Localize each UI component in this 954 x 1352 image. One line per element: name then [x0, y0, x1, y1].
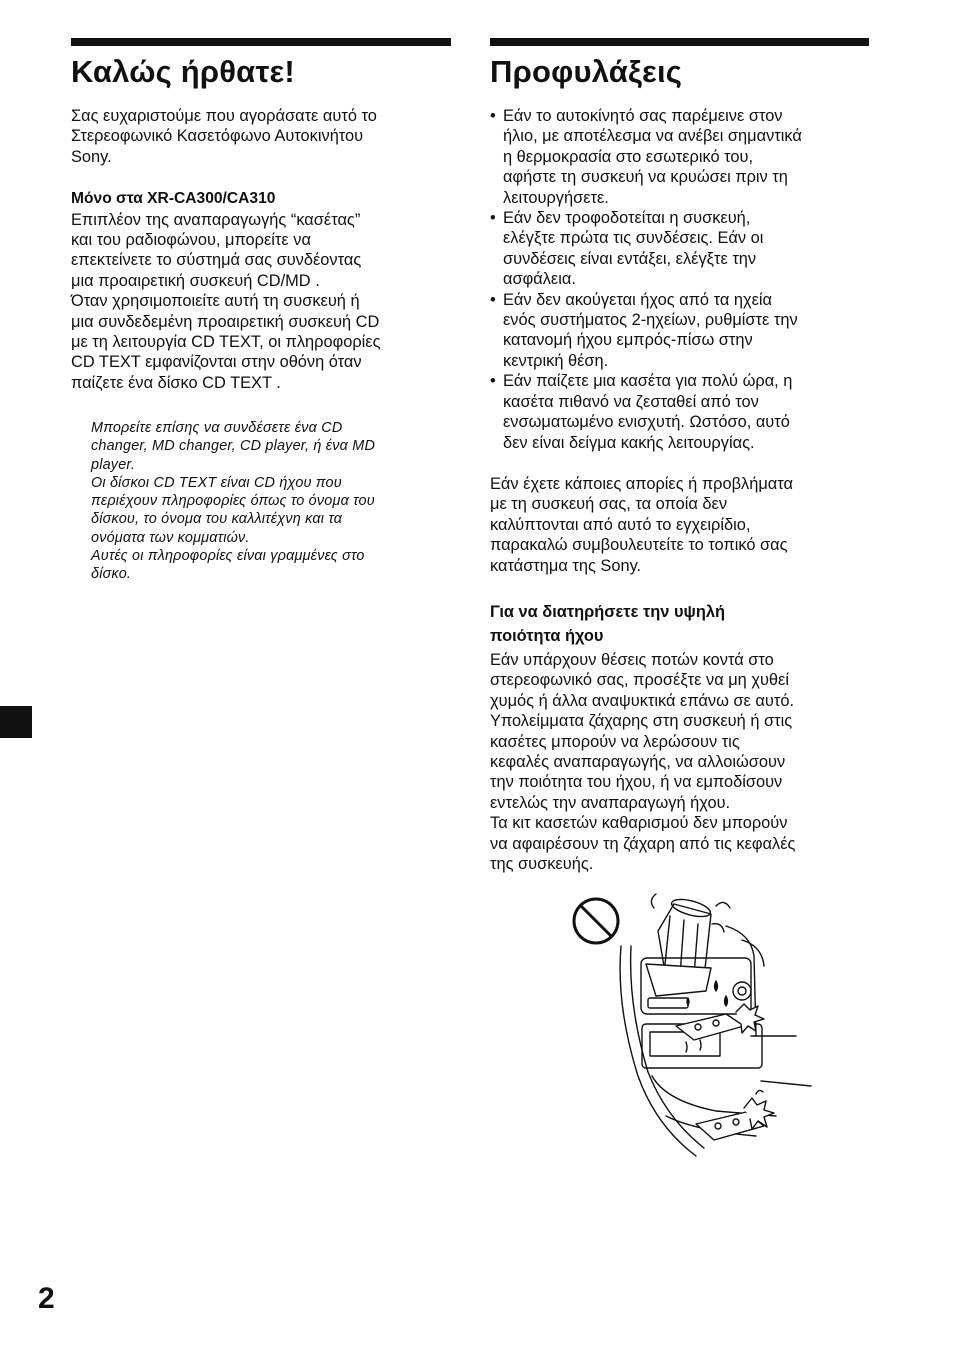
quality-paragraph	[490, 650, 869, 874]
precaution-line: ενός συστήματος 2-ηχείων, ρυθμίστε την	[503, 311, 798, 330]
quality-line: στερεοφωνικό σας, προσέξτε να μη χυθεί	[490, 671, 789, 690]
precaution-line: κατανομή ήχου εμπρός-πίσω στην	[503, 331, 753, 350]
precaution-line: ήλιο, με αποτέλεσμα να ανέβει σημαντικά	[503, 127, 802, 146]
section-rule	[71, 38, 451, 46]
quality-heading-line: Για να διατηρήσετε την υψηλή	[490, 602, 725, 621]
footnote-line: περιέχουν πληροφορίες όπως το όνομα του	[91, 493, 375, 510]
bullet-dot: •	[490, 107, 496, 125]
intro-line: Σας ευχαριστούμε που αγοράσατε αυτό το	[71, 107, 377, 125]
models-line: επεκτείνετε το σύστημά σας συνδέοντας	[71, 251, 362, 270]
quality-line: χυμός ή άλλα αναψυκτικά επάνω σε αυτό.	[490, 691, 794, 710]
quality-heading-line: ποιότητα ήχου	[490, 626, 604, 645]
precaution-line: ενσωματωμένο ενισχυτή. Ωστόσο, αυτό	[503, 413, 790, 432]
welcome-section	[71, 38, 451, 583]
precaution-line: Εάν παίζετε μια κασέτα για πολύ ώρα, η	[503, 372, 793, 391]
precaution-item	[490, 290, 869, 372]
precaution-item	[490, 371, 869, 453]
problems-line: με τη συσκευή σας, τα οποία δεν	[490, 495, 728, 514]
footnote-line: player.	[91, 456, 136, 473]
quality-line: να αφαιρέσουν τη ζάχαρη από τις κεφαλές	[490, 834, 796, 853]
footnote-line: ονόματα των κομματιών.	[91, 529, 250, 546]
problems-line: καλύπτονται από αυτό το εγχειρίδιο,	[490, 515, 751, 534]
bullet-dot: •	[490, 372, 496, 391]
welcome-intro	[71, 106, 451, 167]
footnote-line: changer, MD changer, CD player, ή ένα MD	[91, 438, 376, 455]
precaution-line: Εάν δεν ακούγεται ήχος από τα ηχεία	[503, 290, 773, 309]
precautions-list	[490, 106, 869, 453]
models-block	[71, 189, 451, 393]
intro-line: Sony.	[71, 147, 112, 166]
footnotes	[91, 419, 451, 583]
intro-line: Στερεοφωνικό Κασετόφωνο Αυτοκινήτου	[71, 127, 364, 146]
models-line: Όταν χρησιμοποιείτε αυτή τη συσκευή ή	[71, 292, 360, 311]
models-line: παίζετε ένα δίσκο CD TEXT .	[71, 373, 281, 392]
prohibition-icon	[574, 899, 618, 943]
precaution-line: κασέτα πιθανό να ζεσταθεί από τον	[503, 392, 759, 411]
footnote-line: Αυτές οι πληροφορίες είναι γραμμένες στο	[91, 547, 365, 564]
models-line: Επιπλέον της αναπαραγωγής “κασέτας”	[71, 210, 361, 229]
problems-line: κατάστημα της Sony.	[490, 556, 642, 575]
models-line: μια συνδεδεμένη προαιρετική συσκευή CD	[71, 312, 380, 331]
models-line: CD TEXT εμφανίζονται στην οθόνη όταν	[71, 353, 362, 372]
footnote-line: Οι δίσκοι CD TEXT είναι CD ήχου που	[91, 474, 342, 491]
section-rule	[490, 38, 869, 46]
models-line: μια προαιρετική συσκευή CD/MD .	[71, 271, 320, 290]
quality-line: εντελώς την αναπαραγωγή ήχου.	[490, 793, 731, 812]
precaution-line: λειτουργήσετε.	[503, 188, 609, 207]
quality-line: κασέτες μπορούν να λερώσουν τις	[490, 732, 740, 751]
precaution-line: δεν είναι δείγμα κακής λειτουργίας.	[503, 433, 755, 452]
precautions-section	[490, 38, 869, 874]
welcome-title: Καλώς ήρθατε!	[71, 54, 295, 89]
precaution-line: κεντρική θέση.	[503, 351, 609, 370]
footnote-line: Μπορείτε επίσης να συνδέσετε ένα CD	[91, 420, 343, 437]
soda-can-icon	[646, 894, 730, 996]
precaution-line: συνδέσεις είναι εντάξει, ελέγξτε την	[503, 249, 757, 268]
footnote-line: δίσκου, το όνομα του καλλιτέχνη και τα	[91, 511, 343, 528]
precaution-line: ελέγξτε πρώτα τις συνδέσεις. Εάν οι	[503, 229, 764, 248]
precaution-item	[490, 208, 869, 290]
precaution-line: η θερμοκρασία στο εσωτερικό του,	[503, 147, 754, 166]
models-line: και του ραδιοφώνου, μπορείτε να	[71, 231, 311, 250]
bullet-dot: •	[490, 209, 496, 228]
bullet-dot: •	[490, 290, 496, 309]
models-subhead: Μόνο στα XR-CA300/CA310	[71, 190, 276, 208]
precaution-line: Εάν δεν τροφοδοτείται η συσκευή,	[503, 209, 751, 228]
precaution-item	[490, 106, 869, 208]
quality-line: της συσκευής.	[490, 855, 594, 873]
quality-heading	[490, 600, 869, 648]
problems-line: Εάν έχετε κάποιες απορίες ή προβλήματα	[490, 474, 793, 493]
footnote-line: δίσκο.	[91, 565, 132, 582]
quality-line: Εάν υπάρχουν θέσεις ποτών κοντά στο	[490, 650, 774, 669]
precautions-title: Προφυλάξεις	[490, 54, 683, 89]
spill-warning-illustration	[566, 886, 816, 1162]
section-tab-marker	[0, 706, 32, 738]
problems-paragraph	[490, 474, 869, 576]
page-number: 2	[38, 1282, 55, 1315]
quality-line: Υπολείμματα ζάχαρης στη συσκευή ή στις	[490, 712, 793, 731]
problems-line: παρακαλώ συμβουλευτείτε το τοπικό σας	[490, 536, 788, 555]
quality-line: κεφαλές αναπαραγωγής, να αλλοιώσουν	[490, 752, 786, 771]
quality-line: την ποιότητα του ήχου, ή να εμποδίσουν	[490, 773, 783, 792]
precaution-line: Εάν το αυτοκίνητό σας παρέμεινε στον	[503, 107, 783, 125]
precaution-line: ασφάλεια.	[503, 270, 576, 289]
precaution-line: αφήστε τη συσκευή να κρυώσει πριν τη	[503, 168, 788, 187]
quality-line: Τα κιτ κασετών καθαρισμού δεν μπορούν	[490, 814, 788, 833]
models-line: με τη λειτουργία CD TEXT, οι πληροφορίες	[71, 333, 381, 352]
cassette-on-floor-icon	[696, 1090, 774, 1140]
